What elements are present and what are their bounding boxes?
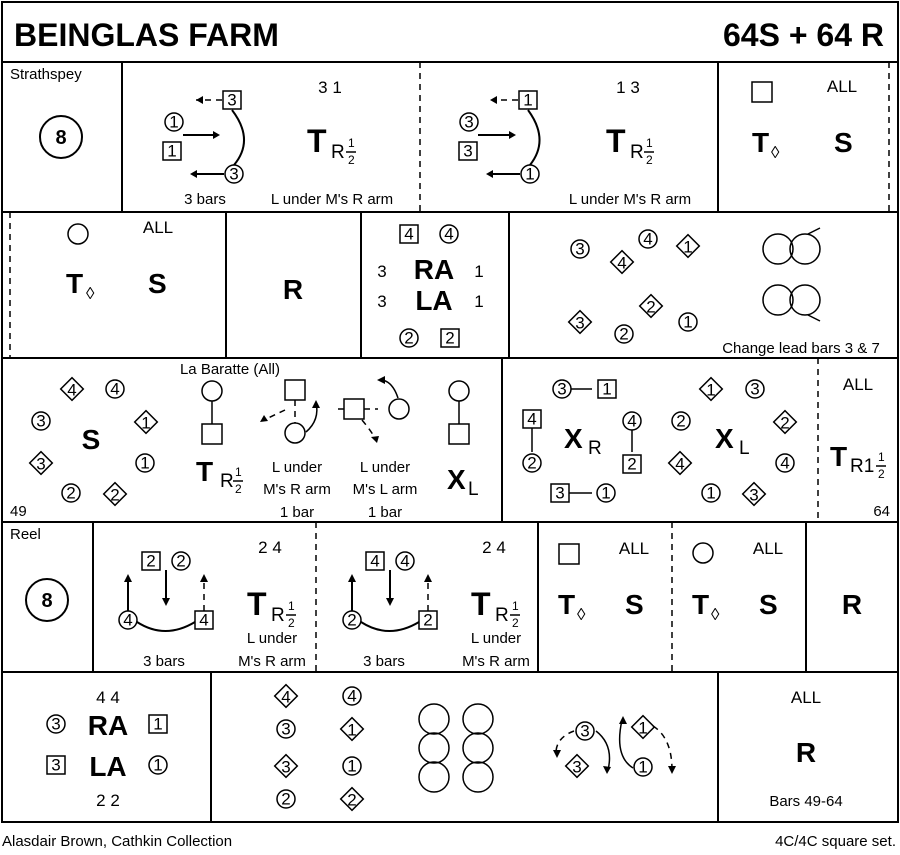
svg-text:X: X [447,464,466,495]
svg-text:2 2: 2 2 [96,791,120,810]
svg-text:R: R [795,737,817,768]
footer-source: Alasdair Brown, Cathkin Collection [2,833,233,850]
svg-text:4: 4 [67,380,77,400]
svg-text:4: 4 [110,379,120,399]
figure-all-turn [830,375,890,520]
svg-text:S: S [759,589,778,620]
svg-text:2: 2 [527,453,537,473]
svg-text:M's R arm: M's R arm [263,481,331,498]
svg-text:M's R arm: M's R arm [238,653,306,670]
svg-text:◊: ◊ [577,605,586,624]
footer-set-type: 4C/4C square set. [775,833,896,850]
svg-text:2: 2 [281,789,291,809]
svg-text:1 bar: 1 bar [367,504,403,521]
svg-text:◊: ◊ [771,143,780,162]
svg-text:1: 1 [878,450,885,464]
figure-cross-hands [523,378,796,506]
svg-text:4: 4 [281,687,291,707]
svg-text:R: R [331,142,345,163]
svg-text:4: 4 [675,454,685,474]
svg-text:4: 4 [370,551,380,571]
svg-text:2: 2 [676,411,686,431]
svg-text:2: 2 [512,616,519,630]
figure-all-men-turn-set [752,77,857,162]
svg-text:3: 3 [51,755,61,775]
svg-text:T: T [558,589,576,620]
svg-text:T: T [471,586,491,622]
svg-text:2: 2 [646,153,653,167]
svg-text:◊: ◊ [86,284,95,303]
svg-text:3: 3 [281,719,291,739]
svg-text:RA: RA [413,254,455,285]
svg-text:1 3: 1 3 [616,78,640,97]
svg-text:LA: LA [415,285,453,316]
strathspey-label: Strathspey [10,66,82,83]
svg-text:1: 1 [523,90,533,110]
svg-text:2: 2 [146,551,156,571]
svg-text:4: 4 [199,610,209,630]
svg-text:ALL: ALL [618,539,650,558]
svg-text:R: R [630,142,644,163]
svg-text:4: 4 [404,224,414,244]
svg-text:1: 1 [474,292,484,311]
figure-reel-of-four-across [275,685,676,811]
svg-text:3: 3 [36,411,46,431]
reel-move: R [282,274,304,305]
row-5 [2,672,898,822]
svg-text:1: 1 [683,312,693,332]
svg-text:1: 1 [348,136,355,150]
svg-text:T: T [830,441,848,472]
svg-text:Change lead bars 3 & 7: Change lead bars 3 & 7 [722,340,880,357]
svg-text:M's L arm: M's L arm [352,481,418,498]
svg-text:1: 1 [169,112,179,132]
reel-move-2: R [841,589,863,620]
svg-text:T: T [66,268,84,299]
svg-text:3 bars: 3 bars [143,653,185,670]
svg-text:T: T [692,589,710,620]
svg-text:S: S [81,424,101,455]
svg-text:T: T [307,123,327,159]
svg-text:1: 1 [167,141,177,161]
svg-text:R: R [220,471,234,492]
figure-reels-of-four [569,228,880,357]
svg-text:RA: RA [87,710,129,741]
svg-text:2: 2 [235,482,242,496]
svg-text:1 bar: 1 bar [279,504,315,521]
svg-text:L under: L under [470,630,522,647]
couples-label: 3 1 [318,78,342,97]
svg-text:L: L [739,438,750,459]
figure-rights-lefts [377,225,483,348]
svg-text:S: S [625,589,644,620]
svg-text:2 4: 2 4 [258,538,282,557]
svg-text:3: 3 [36,454,46,474]
svg-text:4: 4 [643,229,653,249]
svg-text:4 4: 4 4 [96,688,120,707]
svg-text:2: 2 [66,483,76,503]
svg-text:3: 3 [557,379,567,399]
svg-text:T: T [247,586,267,622]
svg-text:3: 3 [555,483,565,503]
svg-text:4: 4 [780,453,790,473]
svg-text:2 4: 2 4 [482,538,506,557]
svg-text:3: 3 [575,313,585,333]
svg-text:4: 4 [617,253,627,273]
svg-text:2: 2 [404,328,414,348]
svg-text:ALL: ALL [842,375,874,394]
figure-set-in-square [10,378,157,520]
svg-text:T: T [196,456,214,487]
svg-text:2: 2 [110,485,120,505]
svg-text:3: 3 [575,239,585,259]
svg-text:4: 4 [444,224,454,244]
figure-reel-all-men [558,539,649,624]
svg-text:1: 1 [141,413,151,433]
svg-text:1: 1 [646,136,653,150]
svg-text:3: 3 [227,90,237,110]
svg-text:Bars 49-64: Bars 49-64 [769,793,843,810]
svg-text:2: 2 [288,616,295,630]
svg-text:3: 3 [749,485,759,505]
svg-text:L: L [468,479,479,500]
svg-text:3: 3 [463,141,473,161]
svg-text:ALL: ALL [826,77,858,96]
figure-reel-rights-lefts [47,688,167,810]
svg-text:2: 2 [619,324,629,344]
svg-text:La Baratte (All): La Baratte (All) [179,361,281,378]
svg-text:1: 1 [153,755,163,775]
svg-text:3 bars: 3 bars [363,653,405,670]
svg-text:3 bars: 3 bars [184,191,226,208]
svg-text:64: 64 [873,503,890,520]
reel-label: Reel [10,526,41,543]
svg-text:3: 3 [377,262,387,281]
svg-text:LA: LA [89,751,127,782]
reel-bar-count: 8 [41,590,53,612]
svg-text:1: 1 [706,380,716,400]
svg-text:1: 1 [683,237,693,257]
figure-final-reel [769,688,842,810]
svg-text:3: 3 [572,757,582,777]
svg-text:4: 4 [400,551,410,571]
svg-text:2: 2 [627,454,637,474]
svg-text:4: 4 [123,610,133,630]
svg-text:T: T [752,127,770,158]
svg-text:1: 1 [153,714,163,734]
svg-text:3: 3 [464,112,474,132]
svg-text:L under M's R arm: L under M's R arm [568,191,692,208]
svg-text:X: X [715,423,734,454]
bar-count: 8 [55,127,67,149]
svg-text:1: 1 [347,720,357,740]
figure-reel-all-women [692,539,783,624]
svg-text:2: 2 [347,610,357,630]
figure-turn-31 [163,78,393,208]
svg-text:2: 2 [423,610,433,630]
figure-turn-24-repeat [343,538,530,670]
svg-text:1: 1 [235,465,242,479]
svg-text:X: X [564,423,583,454]
svg-text:R: R [271,605,285,626]
dance-meter: 64S + 64 R [723,17,884,53]
svg-text:1: 1 [512,599,519,613]
svg-text:2: 2 [347,790,357,810]
svg-text:1: 1 [638,718,648,738]
svg-text:◊: ◊ [711,605,720,624]
svg-text:2: 2 [348,153,355,167]
svg-text:S: S [834,127,853,158]
svg-text:1: 1 [347,756,357,776]
svg-text:R1: R1 [850,456,875,477]
svg-text:L under: L under [246,630,298,647]
svg-text:L under: L under [359,459,411,476]
svg-text:4: 4 [347,686,357,706]
svg-text:ALL: ALL [790,688,822,707]
svg-text:2: 2 [445,328,455,348]
svg-text:L under M's R arm: L under M's R arm [270,191,394,208]
figure-all-women-turn-set [66,218,173,303]
svg-text:ALL: ALL [142,218,174,237]
svg-text:R: R [495,605,509,626]
svg-text:ALL: ALL [752,539,784,558]
svg-text:4: 4 [627,411,637,431]
dance-title: BEINGLAS FARM [14,17,279,53]
svg-text:1: 1 [474,262,484,281]
svg-text:3: 3 [229,164,239,184]
svg-text:3: 3 [750,379,760,399]
svg-text:3: 3 [377,292,387,311]
svg-text:L under: L under [271,459,323,476]
svg-text:2: 2 [646,297,656,317]
svg-text:1: 1 [140,453,150,473]
svg-text:3: 3 [281,757,291,777]
svg-text:1: 1 [525,164,535,184]
svg-text:3: 3 [51,714,61,734]
svg-text:M's R arm: M's R arm [462,653,530,670]
figure-turn-13 [459,78,691,208]
figure-turn-24 [119,538,306,670]
svg-text:S: S [148,268,167,299]
figure-la-baratte [180,361,479,521]
svg-text:1: 1 [288,599,295,613]
svg-text:1: 1 [638,757,648,777]
svg-text:2: 2 [878,467,885,481]
svg-text:2: 2 [780,413,790,433]
svg-text:R: R [588,438,602,459]
svg-text:49: 49 [10,503,27,520]
svg-text:1: 1 [602,379,612,399]
svg-text:1: 1 [601,483,611,503]
svg-text:1: 1 [706,483,716,503]
svg-text:2: 2 [176,551,186,571]
svg-text:4: 4 [527,409,537,429]
svg-text:T: T [606,123,626,159]
svg-text:3: 3 [580,721,590,741]
